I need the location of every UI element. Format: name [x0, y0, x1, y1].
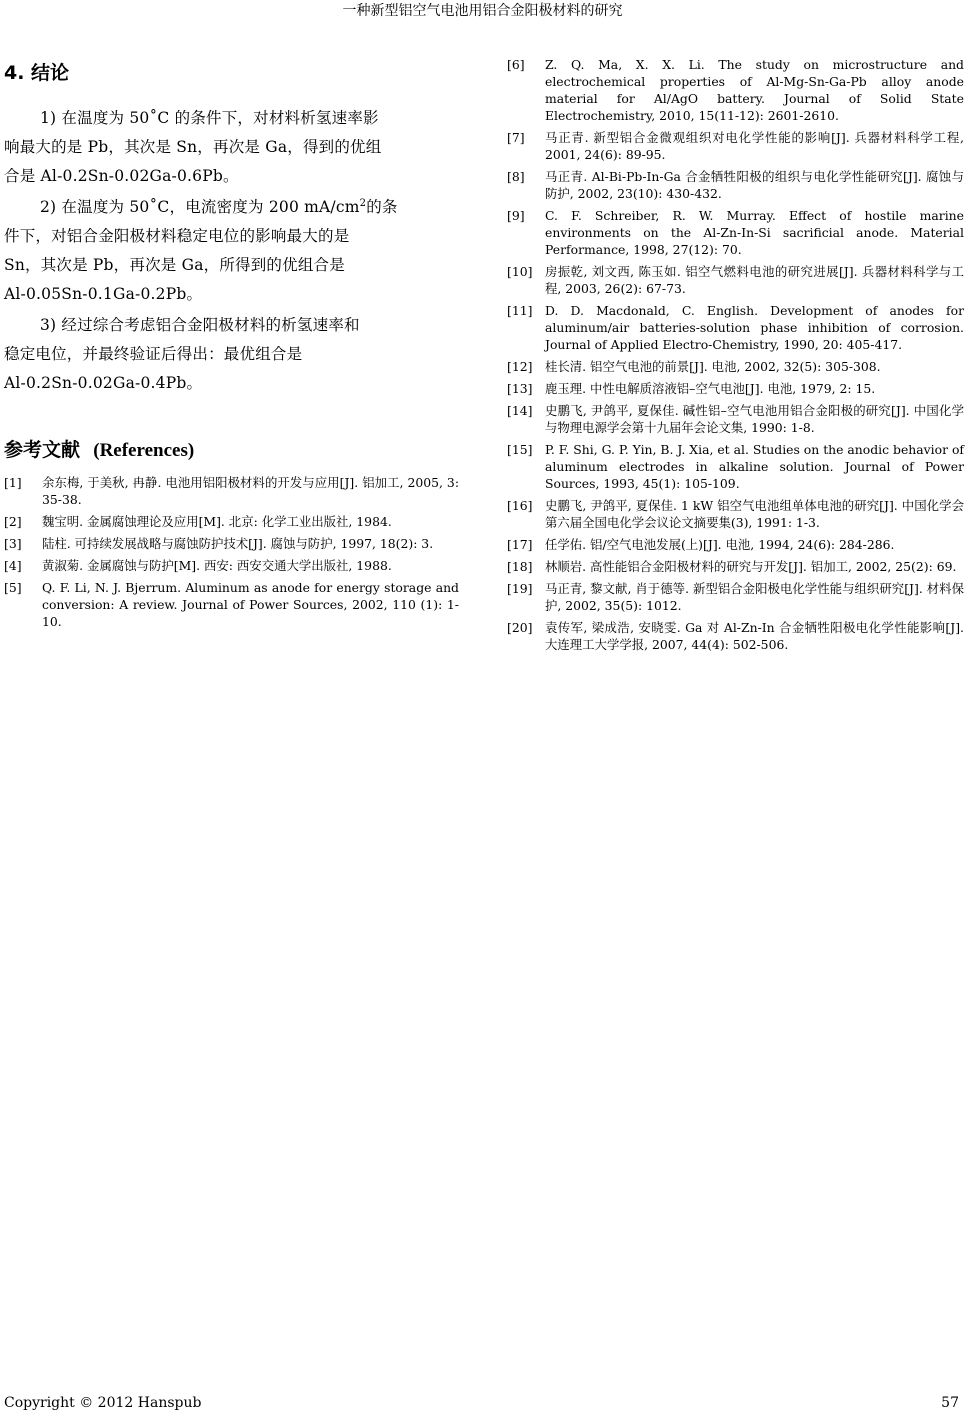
reference-item — [507, 358, 964, 375]
reference-item — [507, 497, 964, 531]
reference-text: 余东梅, 于美秋, 冉静. 电池用铝阳极材料的开发与应用[J]. 铝加工, 2005, 3: 35-38. — [42, 475, 459, 507]
reference-item — [507, 207, 964, 258]
text-segment: 2) 在温度为 50˚C，电流密度为 200 mA/cm — [40, 198, 360, 216]
reference-item — [4, 579, 459, 630]
page-number: 57 — [941, 1395, 959, 1411]
reference-number: [14] — [507, 403, 533, 418]
reference-item — [507, 380, 964, 397]
conclusion-paragraph-1 — [4, 104, 459, 191]
reference-text: P. F. Shi, G. P. Yin, B. J. Xia, et al. Studies on the anodic behavior of aluminum electrodes in alkaline solution. Journal of Power Sources, 1993, 45(1): 105-109. — [545, 442, 964, 491]
text-line: Al-0.2Sn-0.02Ga-0.4Pb。 — [4, 374, 203, 392]
text-line: Al-0.05Sn-0.1Ga-0.2Pb。 — [4, 285, 203, 303]
reference-number: [5] — [4, 580, 22, 595]
reference-text: Z. Q. Ma, X. X. Li. The study on microstructure and electrochemical properties of Al-Mg-Sn-Ga-Pb alloy anode material for Al/AgO battery. Journal of Solid State Electrochemistry, 2010, 15(11-12): 2601-2610. — [545, 57, 964, 123]
reference-item — [4, 513, 459, 530]
reference-list-right — [507, 56, 964, 653]
conclusions-heading: 4. 结论 — [4, 62, 70, 84]
reference-number: [16] — [507, 498, 533, 513]
reference-text: 袁传军, 梁成浩, 安晓雯. Ga 对 Al-Zn-In 合金牺牲阳极电化学性能影响[J]. 大连理工大学学报, 2007, 44(4): 502-506. — [545, 620, 964, 652]
text-line: 1) 在温度为 50˚C 的条件下，对材料析氢速率影 — [40, 109, 379, 127]
reference-text: 林顺岩. 高性能铝合金阳极材料的研究与开发[J]. 铝加工, 2002, 25(2): 69. — [545, 559, 957, 574]
reference-list-left — [4, 474, 459, 630]
reference-number: [8] — [507, 169, 525, 184]
text-line — [4, 193, 459, 222]
text-segment: 的条 — [366, 198, 398, 216]
reference-text: 马正青, 黎文献, 肖于德等. 新型铝合金阳极电化学性能与组织研究[J]. 材料保护, 2002, 35(5): 1012. — [545, 581, 964, 613]
reference-item — [507, 441, 964, 492]
reference-text: 黄淑菊. 金属腐蚀与防护[M]. 西安: 西安交通大学出版社, 1988. — [42, 558, 392, 573]
conclusions-body — [4, 104, 459, 398]
text-line: 件下，对铝合金阳极材料稳定电位的影响最大的是 — [4, 227, 350, 245]
reference-item — [507, 263, 964, 297]
conclusion-paragraph-2 — [4, 193, 459, 309]
reference-item — [507, 129, 964, 163]
reference-number: [18] — [507, 559, 533, 574]
reference-text: Q. F. Li, N. J. Bjerrum. Aluminum as anode for energy storage and conversion: A review. Journal of Power Sources, 2002, 110 (1): 1-10. — [42, 580, 459, 629]
reference-number: [12] — [507, 359, 533, 374]
reference-item — [507, 580, 964, 614]
reference-item — [507, 302, 964, 353]
conclusion-paragraph-3 — [4, 311, 459, 398]
reference-number: [15] — [507, 442, 533, 457]
text-line: 稳定电位，并最终验证后得出：最优组合是 — [4, 345, 303, 363]
reference-text: 桂长清. 铝空气电池的前景[J]. 电池, 2002, 32(5): 305-308. — [545, 359, 881, 374]
text-line: 3) 经过综合考虑铝合金阳极材料的析氢速率和 — [40, 316, 360, 334]
reference-item — [507, 558, 964, 575]
reference-number: [7] — [507, 130, 525, 145]
references-heading — [4, 435, 459, 466]
reference-number: [17] — [507, 537, 533, 552]
reference-text: 史鹏飞, 尹鸽平, 夏保佳. 1 kW 铝空气电池组单体电池的研究[J]. 中国化学会第六届全国电化学会议论文摘要集(3), 1991: 1-3. — [545, 498, 964, 530]
reference-number: [1] — [4, 475, 22, 490]
reference-item — [4, 535, 459, 552]
references-heading-cn: 参考文献 — [4, 439, 81, 461]
reference-number: [11] — [507, 303, 533, 318]
reference-number: [20] — [507, 620, 533, 635]
reference-item — [4, 474, 459, 508]
copyright-notice: Copyright © 2012 Hanspub — [4, 1395, 202, 1411]
reference-text: 任学佑. 铝/空气电池发展(上)[J]. 电池, 1994, 24(6): 284-286. — [545, 537, 895, 552]
reference-text: 魏宝明. 金属腐蚀理论及应用[M]. 北京: 化学工业出版社, 1984. — [42, 514, 392, 529]
reference-item — [507, 402, 964, 436]
text-line: 响最大的是 Pb，其次是 Sn，再次是 Ga，得到的优组 — [4, 138, 382, 156]
reference-item — [4, 557, 459, 574]
reference-text: 马正青. 新型铝合金微观组织对电化学性能的影响[J]. 兵器材料科学工程, 2001, 24(6): 89-95. — [545, 130, 964, 162]
reference-item — [507, 168, 964, 202]
superscript: 2 — [359, 197, 367, 209]
reference-item — [507, 536, 964, 553]
reference-text: C. F. Schreiber, R. W. Murray. Effect of hostile marine environments on the Al-Zn-In-Si sacrificial anode. Material Performance, 1998, 27(12): 70. — [545, 208, 964, 257]
reference-number: [6] — [507, 57, 525, 72]
references-heading-en: (References) — [93, 440, 195, 461]
left-column — [4, 58, 459, 635]
right-column — [507, 56, 964, 658]
text-line: 合是 Al-0.2Sn-0.02Ga-0.6Pb。 — [4, 167, 239, 185]
reference-text: 史鹏飞, 尹鸽平, 夏保佳. 碱性铝–空气电池用铝合金阳极的研究[J]. 中国化学与物理电源学会第十九届年会论文集, 1990: 1-8. — [545, 403, 964, 435]
running-head: 一种新型铝空气电池用铝合金阳极材料的研究 — [342, 3, 623, 19]
reference-text: 陆柱. 可持续发展战略与腐蚀防护技术[J]. 腐蚀与防护, 1997, 18(2): 3. — [42, 536, 434, 551]
reference-text: 马正青. Al-Bi-Pb-In-Ga 合金牺牲阳极的组织与电化学性能研究[J]. 腐蚀与防护, 2002, 23(10): 430-432. — [545, 169, 964, 201]
reference-item — [507, 56, 964, 124]
reference-text: D. D. Macdonald, C. English. Development of anodes for aluminum/air batteries-solution phase inhibition of corrosion. Journal of Applied Electro-Chemistry, 1990, 20: 405-417. — [545, 303, 964, 352]
reference-number: [9] — [507, 208, 525, 223]
reference-number: [4] — [4, 558, 22, 573]
reference-number: [10] — [507, 264, 533, 279]
reference-number: [3] — [4, 536, 22, 551]
reference-item — [507, 619, 964, 653]
reference-number: [19] — [507, 581, 533, 596]
reference-number: [2] — [4, 514, 22, 529]
reference-text: 鹿玉理. 中性电解质溶液铝–空气电池[J]. 电池, 1979, 2: 15. — [545, 381, 876, 396]
reference-text: 房振乾, 刘文西, 陈玉如. 铝空气燃料电池的研究进展[J]. 兵器材料科学与工程, 2003, 26(2): 67-73. — [545, 264, 964, 296]
reference-number: [13] — [507, 381, 533, 396]
text-line: Sn，其次是 Pb，再次是 Ga，所得到的优组合是 — [4, 256, 345, 274]
